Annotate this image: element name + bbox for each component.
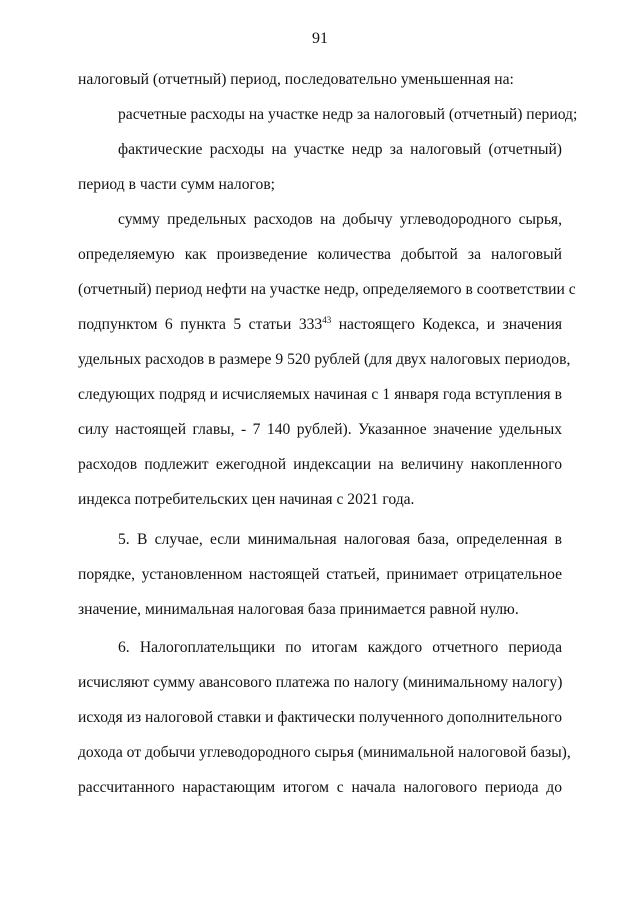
text-line: исходя из налоговой ставки и фактически полученного дополнительного [78, 709, 563, 726]
text-fragment: подпунктом 6 пункта 5 статьи 333 [78, 316, 323, 333]
text-line: расходов подлежит ежегодной индексации на величину накопленного [78, 456, 562, 473]
text-line: порядке, установленном настоящей статьей, принимает отрицательное [78, 566, 562, 583]
text-line: значение, минимальная налоговая база принимается равной нулю. [78, 601, 519, 618]
text-line: исчисляют сумму авансового платежа по налогу (минимальному налогу) [78, 674, 563, 691]
text-line: налоговый (отчетный) период, последовательно уменьшенная на: [78, 71, 514, 88]
text-line: дохода от добычи углеводородного сырья (минимальной налоговой базы), [78, 744, 571, 761]
text-line: сумму предельных расходов на добычу углеводородного сырья, [118, 211, 562, 228]
article-superscript: 43 [322, 314, 332, 325]
text-line: (отчетный) период нефти на участке недр, определяемого в соответствии с [78, 281, 576, 298]
page-number: 91 [312, 30, 328, 47]
text-line: расчетные расходы на участке недр за налоговый (отчетный) период; [118, 106, 578, 123]
text-line: индекса потребительских цен начиная с 2021 года. [78, 491, 415, 508]
text-line: 5. В случае, если минимальная налоговая база, определенная в [118, 531, 562, 548]
text-line: рассчитанного нарастающим итогом с начала налогового периода до [78, 779, 562, 796]
text-line: удельных расходов в размере 9 520 рублей (для двух налоговых периодов, [78, 351, 571, 368]
text-line: период в части сумм налогов; [78, 176, 276, 193]
text-line: следующих подряд и исчисляемых начиная с 1 января года вступления в [78, 386, 562, 403]
text-line: 6. Налогоплательщики по итогам каждого отчетного периода [118, 639, 562, 656]
text-fragment: настоящего Кодекса, и значения [338, 316, 562, 333]
text-line: фактические расходы на участке недр за налоговый (отчетный) [118, 141, 562, 158]
text-line: силу настоящей главы, - 7 140 рублей). Указанное значение удельных [78, 421, 562, 438]
text-line: определяемую как произведение количества добытой за налоговый [78, 246, 562, 263]
text-line-with-superscript [78, 315, 562, 335]
